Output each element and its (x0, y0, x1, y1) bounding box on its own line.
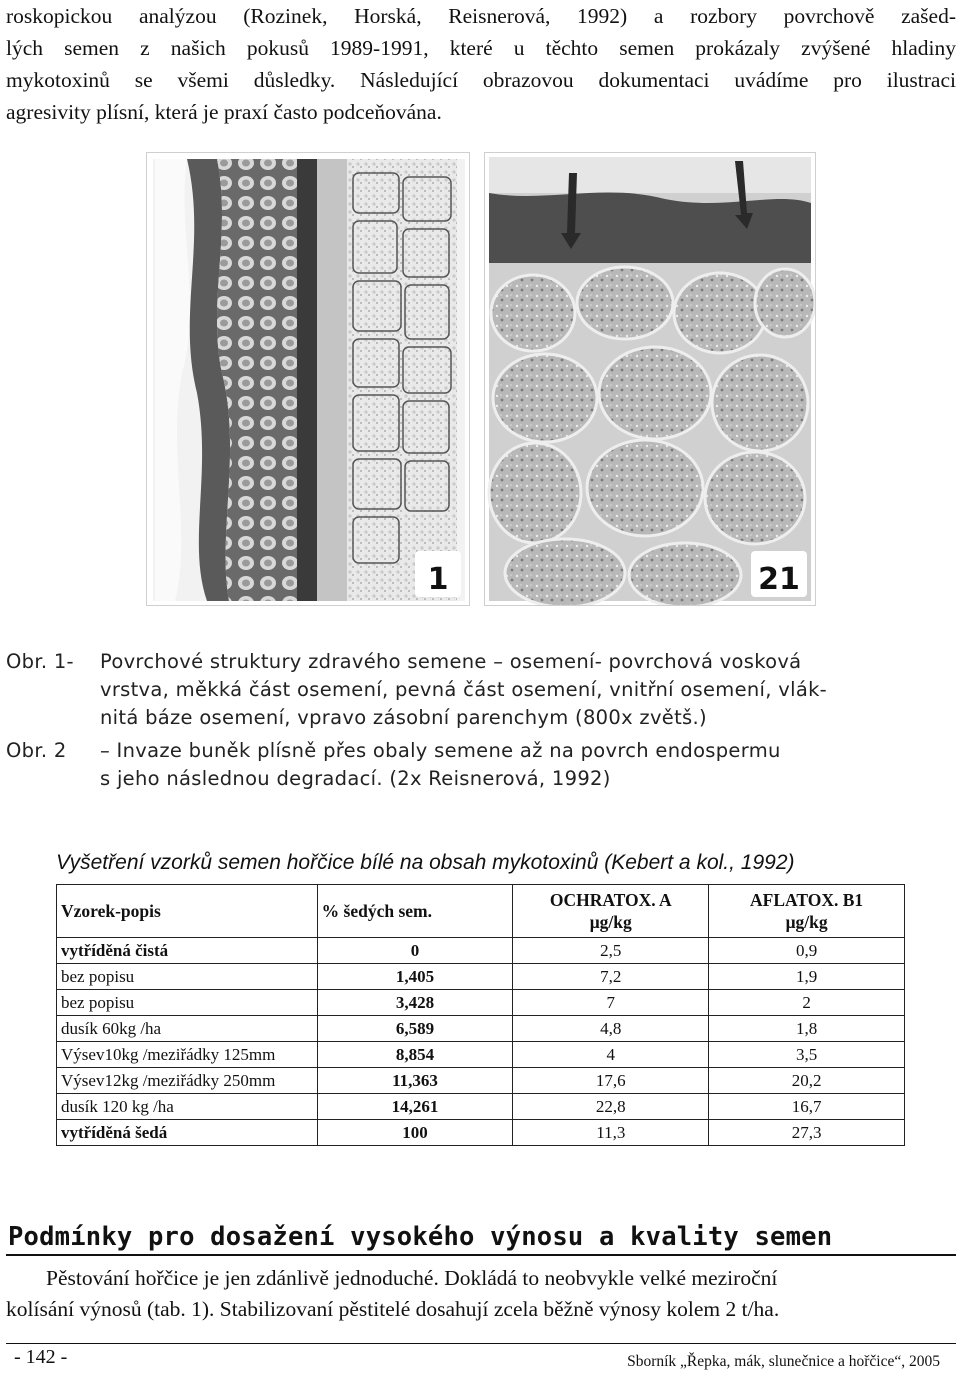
cell-label: Výsev12kg /meziřádky 250mm (57, 1068, 318, 1094)
cell-label: Výsev10kg /meziřádky 125mm (57, 1042, 318, 1068)
cell-gray: 11,363 (317, 1068, 513, 1094)
cell-ochra: 4 (513, 1042, 709, 1068)
table-row (57, 1016, 905, 1042)
caption-fig1-line: Povrchové struktury zdravého semene – osemení- povrchová vosková (100, 650, 802, 673)
cell-gray: 100 (317, 1120, 513, 1146)
mycotoxin-table (56, 884, 905, 1146)
caption-fig2-line: – Invaze buněk plísně přes obaly semene až na povrch endospermu (100, 739, 781, 762)
cell-afla: 27,3 (709, 1120, 905, 1146)
cell-label: bez popisu (57, 990, 318, 1016)
intro-paragraph (6, 0, 956, 128)
cell-afla: 1,8 (709, 1016, 905, 1042)
cell-label: dusík 60kg /ha (57, 1016, 318, 1042)
header-ochratoxin (513, 885, 709, 938)
header-sample: Vzorek-popis (57, 885, 318, 938)
cell-ochra: 17,6 (513, 1068, 709, 1094)
page-number: - 142 - (14, 1346, 68, 1368)
table-row (57, 990, 905, 1016)
footer-source: Sborník „Řepka, mák, slunečnice a hořčice“, 2005 (627, 1353, 940, 1370)
cell-label: vytříděná čistá (57, 938, 318, 964)
cell-ochra: 7,2 (513, 964, 709, 990)
table-row (57, 1120, 905, 1146)
micrograph-right (484, 152, 816, 606)
section-heading: Podmínky pro dosažení vysokého výnosu a kvality semen (8, 1222, 833, 1252)
cell-gray: 0 (317, 938, 513, 964)
heading-rule (6, 1254, 956, 1256)
cell-ochra: 22,8 (513, 1094, 709, 1120)
caption-fig1 (6, 648, 956, 732)
cell-label: vytříděná šedá (57, 1120, 318, 1146)
table-row (57, 1068, 905, 1094)
header-gray-percent: % šedých sem. (317, 885, 513, 938)
cell-gray: 8,854 (317, 1042, 513, 1068)
table-row (57, 1042, 905, 1068)
table-row (57, 938, 905, 964)
intro-line: mykotoxinů se všemi důsledky. Následující obrazovou dokumentaci uvádíme pro ilustraci (6, 68, 956, 92)
table-row (57, 964, 905, 990)
header-ochratoxin-name: OCHRATOX. A (549, 890, 672, 910)
footer-rule (6, 1343, 956, 1344)
paragraph-line: kolísání výnosů (tab. 1). Stabilizovaní pěstitelé dosahují zcela běžně výnosy kolem 2 t/ha. (6, 1297, 780, 1321)
cell-afla: 0,9 (709, 938, 905, 964)
figure-number-right: 21 (758, 562, 800, 597)
cell-gray: 3,428 (317, 990, 513, 1016)
caption-fig1-label: Obr. 1- (6, 650, 74, 673)
cell-ochra: 4,8 (513, 1016, 709, 1042)
intro-line: lých semen z našich pokusů 1989-1991, které u těchto semen prokázaly zvýšené hladiny (6, 36, 956, 60)
cell-gray: 1,405 (317, 964, 513, 990)
intro-line: agresivity plísní, která je praxí často podceňována. (6, 100, 442, 124)
table-row (57, 1094, 905, 1120)
cell-afla: 2 (709, 990, 905, 1016)
cell-afla: 16,7 (709, 1094, 905, 1120)
caption-fig2 (6, 737, 956, 793)
caption-fig2-line: s jeho následnou degradací. (2x Reisnerová, 1992) (100, 767, 611, 790)
caption-fig1-line: vrstva, měkká část osemení, pevná část osemení, vnitřní osemení, vlák- (100, 678, 828, 701)
cell-ochra: 11,3 (513, 1120, 709, 1146)
caption-fig1-line: nitá báze osemení, vpravo zásobní parenchym (800x zvětš.) (100, 706, 707, 729)
intro-line: roskopickou analýzou (Rozinek, Horská, Reisnerová, 1992) a rozbory povrchově zašed- (6, 4, 956, 28)
micrograph-left (146, 152, 470, 606)
cell-label: bez popisu (57, 964, 318, 990)
table-header-row (57, 885, 905, 938)
paragraph-line: Pěstování hořčice je jen zdánlivě jednoduché. Dokládá to neobvykle velké meziroční (46, 1266, 778, 1290)
header-ochratoxin-unit: μg/kg (589, 912, 632, 932)
header-aflatoxin-unit: μg/kg (785, 912, 828, 932)
figure-captions (6, 648, 956, 793)
table-title: Vyšetření vzorků semen hořčice bílé na obsah mykotoxinů (Kebert a kol., 1992) (56, 851, 795, 874)
caption-fig2-label: Obr. 2 (6, 739, 67, 762)
header-aflatoxin-name: AFLATOX. B1 (750, 890, 864, 910)
cell-ochra: 2,5 (513, 938, 709, 964)
cell-afla: 20,2 (709, 1068, 905, 1094)
header-aflatoxin (709, 885, 905, 938)
cell-afla: 3,5 (709, 1042, 905, 1068)
cell-label: dusík 120 kg /ha (57, 1094, 318, 1120)
cell-gray: 6,589 (317, 1016, 513, 1042)
cell-gray: 14,261 (317, 1094, 513, 1120)
figure-number-left: 1 (427, 562, 449, 597)
section-paragraph (6, 1263, 956, 1325)
cell-afla: 1,9 (709, 964, 905, 990)
cell-ochra: 7 (513, 990, 709, 1016)
